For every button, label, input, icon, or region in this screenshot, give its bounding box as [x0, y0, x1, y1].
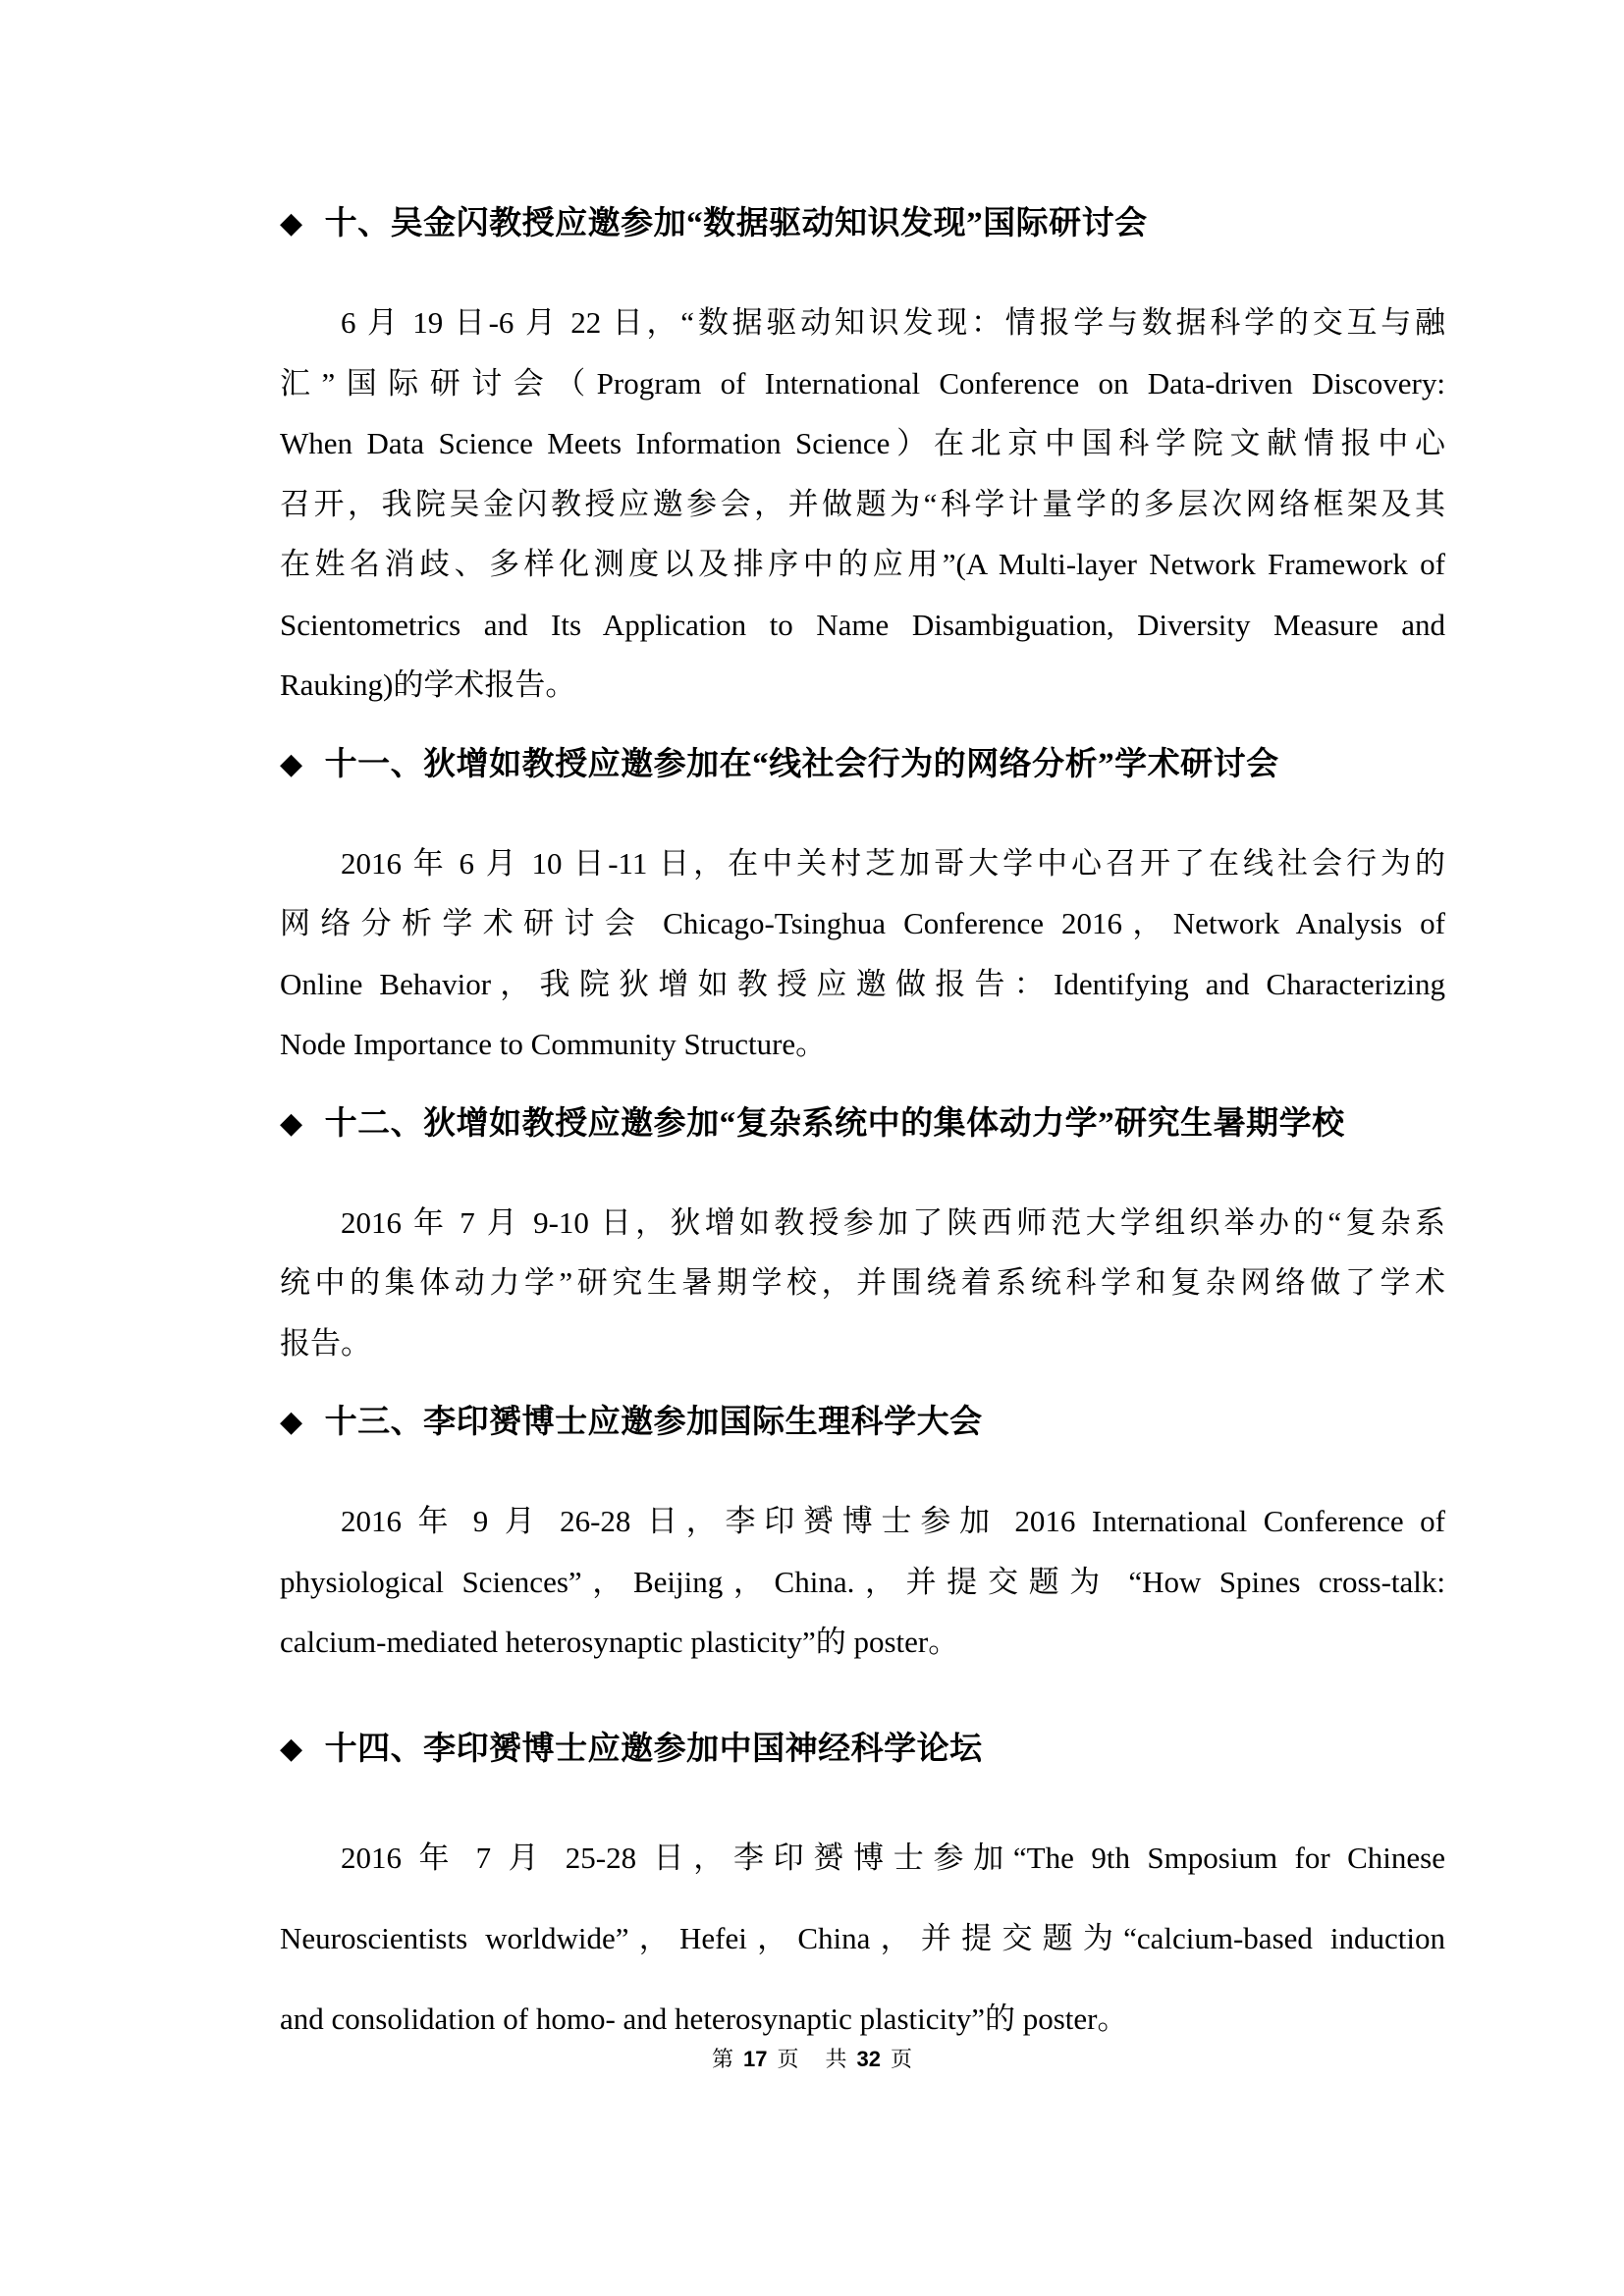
diamond-bullet-icon: ◆ — [280, 1106, 303, 1140]
footer-total-pages: 32 — [856, 2047, 881, 2071]
paragraph-line: 2016 年 6 月 10 日-11 日，在中关村芝加哥大学中心召开了在线社会行为的 — [341, 845, 1445, 881]
paragraph-line: 网络分析学术研讨会 Chicago-Tsinghua Conference 2016，Network Analysis of — [280, 906, 1445, 940]
paragraph-line: 统中的集体动力学”研究生暑期学校，并围绕着系统科学和复杂网络做了学术 — [280, 1265, 1445, 1300]
footer-total-unit: 页 — [891, 2047, 913, 2071]
section-heading-text: 十四、李印赟博士应邀参加中国神经科学论坛 — [324, 1731, 983, 1767]
section — [280, 1726, 1445, 2059]
paragraph-line: Scientometrics and Its Application to Name Disambiguation, Diversity Measure and — [280, 607, 1445, 642]
paragraph-line: calcium-mediated heterosynaptic plasticity”的 poster。 — [280, 1625, 959, 1659]
footer-page-number: 17 — [743, 2047, 768, 2071]
footer-page-unit: 页 — [777, 2047, 799, 2071]
paragraph-line: When Data Science Meets Information Science）在北京中国科学院文献情报中心 — [280, 426, 1445, 460]
section-heading-text: 十一、狄增如教授应邀参加在“线社会行为的网络分析”学术研讨会 — [324, 746, 1279, 782]
paragraph-line: 在姓名消歧、多样化测度以及排序中的应用”(A Multi-layer Network Framework of — [280, 547, 1445, 581]
paragraph — [280, 1818, 1445, 2059]
footer-page-label: 第 — [711, 2047, 733, 2071]
paragraph-line: 召开，我院吴金闪教授应邀参会，并做题为“科学计量学的多层次网络框架及其 — [280, 486, 1445, 521]
paragraph-line: 汇”国际研讨会（Program of International Conference on Data-driven Discovery: — [280, 365, 1445, 400]
paragraph-line: Neuroscientists worldwide”，Hefei，China，并提交题为“calcium-based induction — [280, 1920, 1445, 1955]
paragraph-line: 6 月 19 日-6 月 22 日，“数据驱动知识发现：情报学与数据科学的交互与融 — [341, 305, 1445, 340]
section-heading — [280, 200, 1445, 247]
diamond-bullet-icon: ◆ — [280, 1406, 303, 1438]
paragraph-line: 报告。 — [280, 1325, 371, 1361]
page-content — [280, 200, 1445, 2059]
paragraph-line: physiological Sciences”，Beijing，China.，并提交题为 “How Spines cross-talk: — [280, 1564, 1445, 1599]
paragraph — [280, 293, 1445, 716]
section-heading-text: 十三、李印赟博士应邀参加国际生理科学大会 — [324, 1405, 983, 1440]
paragraph-line: and consolidation of homo- and heterosynaptic plasticity”的 poster。 — [280, 2001, 1128, 2036]
footer-total-label: 共 — [825, 2047, 847, 2071]
paragraph-line: Node Importance to Community Structure。 — [280, 1027, 827, 1061]
section — [280, 1399, 1445, 1673]
diamond-bullet-icon: ◆ — [280, 1732, 303, 1765]
page-footer — [0, 2045, 1624, 2074]
section — [280, 741, 1445, 1075]
paragraph — [280, 1193, 1445, 1374]
paragraph-line: 2016 年 9 月 26-28 日，李印赟博士参加 2016 International Conference of — [341, 1504, 1445, 1538]
section — [280, 200, 1445, 716]
section — [280, 1100, 1445, 1374]
section-heading — [280, 1399, 1445, 1446]
section-heading-text: 十二、狄增如教授应邀参加“复杂系统中的集体动力学”研究生暑期学校 — [324, 1105, 1345, 1142]
paragraph-line: Online Behavior，我院狄增如教授应邀做报告：Identifying and Characterizing — [280, 966, 1445, 1001]
diamond-bullet-icon: ◆ — [280, 747, 303, 780]
paragraph — [280, 833, 1445, 1075]
section-heading-text: 十、吴金闪教授应邀参加“数据驱动知识发现”国际研讨会 — [324, 206, 1148, 241]
paragraph-line: Rauking)的学术报告。 — [280, 667, 576, 702]
section-heading — [280, 1100, 1445, 1148]
paragraph-line: 2016 年 7 月 9-10 日，狄增如教授参加了陕西师范大学组织举办的“复杂系 — [341, 1204, 1445, 1240]
paragraph-line: 2016 年 7 月 25-28 日，李印赟博士参加“The 9th Smposium for Chinese — [341, 1840, 1445, 1875]
paragraph — [280, 1491, 1445, 1673]
section-heading — [280, 1726, 1445, 1773]
diamond-bullet-icon: ◆ — [280, 207, 303, 240]
section-heading — [280, 741, 1445, 788]
